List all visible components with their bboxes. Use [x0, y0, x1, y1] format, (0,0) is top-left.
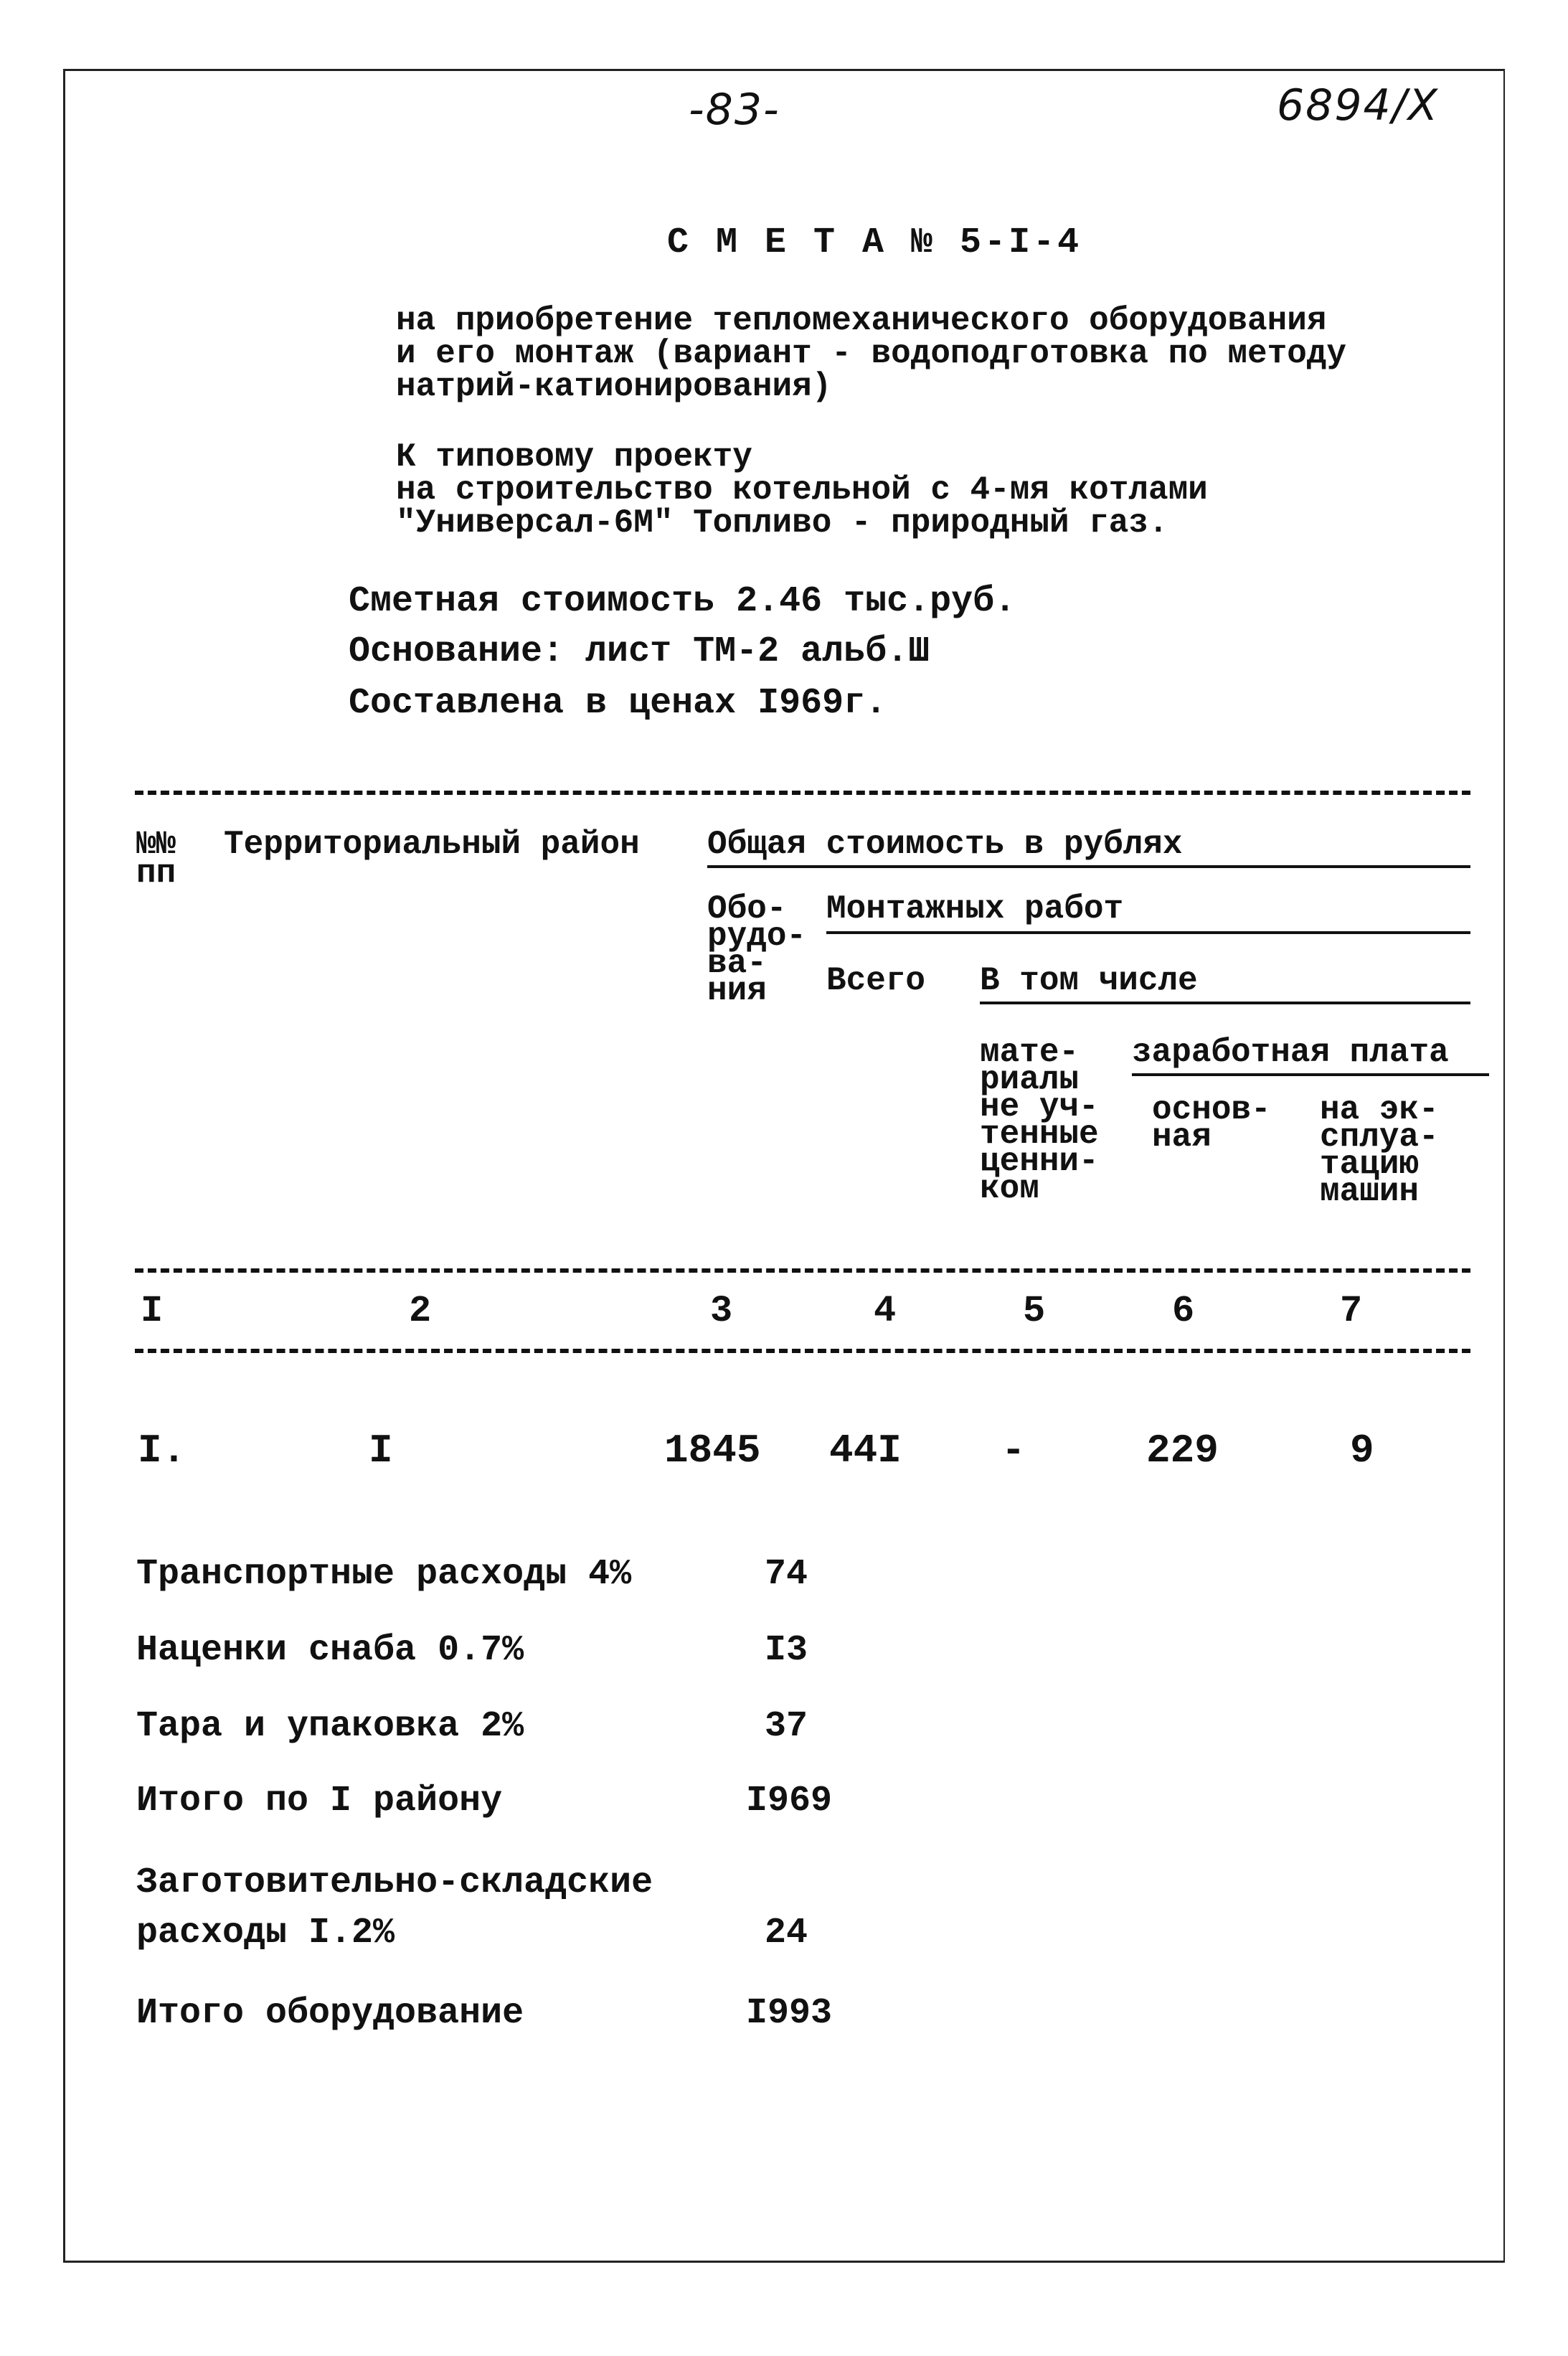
page-number: -83- [689, 85, 780, 135]
header-equipment-3: ва- [707, 945, 767, 982]
col-number-1: I [141, 1290, 164, 1332]
header-salary: заработная плата [1132, 1034, 1449, 1071]
header-num: №№ [136, 826, 176, 863]
summary-region-total-value: I969 [746, 1781, 833, 1822]
header-including-underline [980, 1002, 1470, 1004]
header-all: Всего [826, 962, 926, 999]
col-number-4: 4 [874, 1290, 897, 1332]
estimated-cost: Сметная стоимость 2.46 тыс.руб. [349, 581, 1016, 622]
column-numbers-bottom-rule [135, 1349, 1470, 1353]
summary-equipment-total-value: I993 [746, 1993, 833, 2034]
header-including: В том числе [980, 962, 1198, 999]
header-montage: Монтажных работ [826, 890, 1124, 928]
summary-markup-label: Наценки снаба 0.7% [136, 1630, 524, 1671]
summary-storage-label-1: Заготовительно-складские [136, 1862, 653, 1903]
column-numbers-top-rule [135, 1268, 1470, 1273]
row-salary-basic: 229 [1146, 1428, 1219, 1474]
summary-storage-label-2: расходы I.2% [136, 1913, 395, 1954]
project-line-3: "Универсал-6М" Топливо - природный газ. [396, 504, 1168, 542]
col-number-7: 7 [1340, 1290, 1363, 1332]
summary-storage-value: 24 [765, 1913, 808, 1954]
header-salary-underline [1132, 1073, 1489, 1076]
project-line-2: на строительство котельной с 4-мя котлами [396, 471, 1208, 509]
summary-region-total-label: Итого по I району [136, 1781, 503, 1822]
col-number-2: 2 [409, 1290, 432, 1332]
summary-packing-value: 37 [765, 1706, 808, 1747]
row-equipment: 1845 [664, 1428, 761, 1474]
row-num: I. [138, 1428, 186, 1474]
header-machines-3: тацию [1320, 1146, 1420, 1183]
document-code: 6894/X [1277, 80, 1440, 131]
row-materials: - [1001, 1428, 1026, 1474]
price-base: Составлена в ценах I969г. [349, 683, 887, 724]
header-equipment-4: ния [707, 972, 767, 1009]
summary-transport-label: Транспортные расходы 4% [136, 1554, 632, 1595]
header-equipment-2: рудо- [707, 918, 807, 955]
summary-packing-label: Тара и упаковка 2% [136, 1706, 524, 1747]
header-materials-3: не уч- [980, 1088, 1099, 1126]
row-salary-machines: 9 [1350, 1428, 1374, 1474]
summary-equipment-total-label: Итого оборудование [136, 1993, 524, 2034]
header-total-underline [707, 865, 1470, 868]
header-materials-5: ценни- [980, 1143, 1099, 1180]
header-materials-6: ком [980, 1170, 1039, 1207]
project-line-1: К типовому проекту [396, 438, 752, 476]
header-basic-1: основ- [1152, 1091, 1271, 1128]
title-line-1: на приобретение тепломеханического оборудования [396, 302, 1327, 339]
header-basic-2: ная [1152, 1118, 1212, 1156]
estimate-title: С М Е Т А № 5-I-4 [667, 222, 1082, 263]
header-machines-4: машин [1320, 1173, 1420, 1210]
header-montage-underline [826, 931, 1470, 934]
header-equipment-1: Обо- [707, 890, 787, 928]
header-materials-1: мате- [980, 1034, 1080, 1071]
col-number-6: 6 [1172, 1290, 1195, 1332]
title-line-3: натрий-катионирования) [396, 368, 832, 405]
summary-markup-value: I3 [765, 1630, 808, 1671]
summary-transport-value: 74 [765, 1554, 808, 1595]
header-machines-2: сплуа- [1320, 1118, 1439, 1156]
header-machines-1: на эк- [1320, 1091, 1439, 1128]
row-region: I [369, 1428, 393, 1474]
header-num-2: пп [136, 854, 176, 892]
header-materials-2: риалы [980, 1061, 1080, 1098]
header-region: Территориальный район [224, 826, 640, 863]
title-line-2: и его монтаж (вариант - водоподготовка по методу [396, 335, 1347, 372]
header-total-cost: Общая стоимость в рублях [707, 826, 1183, 863]
col-number-5: 5 [1023, 1290, 1046, 1332]
col-number-3: 3 [710, 1290, 733, 1332]
table-top-rule [135, 791, 1470, 795]
basis: Основание: лист ТМ-2 альб.Ш [349, 631, 930, 672]
header-materials-4: тенные [980, 1116, 1099, 1153]
row-montage-all: 44I [829, 1428, 902, 1474]
